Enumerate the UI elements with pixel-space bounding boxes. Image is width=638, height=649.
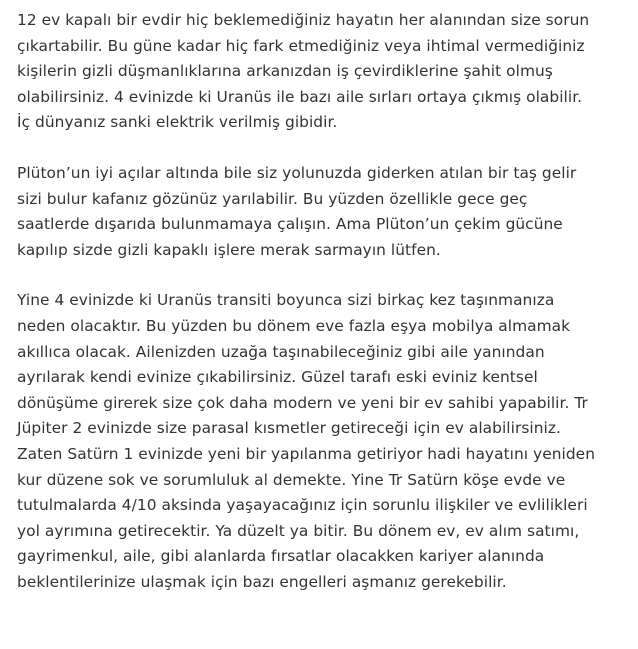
paragraph-1 bbox=[17, 8, 628, 136]
text-line: Plüton’un iyi açılar altında bile siz yolunuzda giderken atılan bir taş gelir bbox=[17, 163, 577, 182]
text-line: yol ayrımına getirecektir. Ya düzelt ya bitir. Bu dönem ev, ev alım satımı, bbox=[17, 521, 580, 540]
text-line: dönüşüme girerek size çok daha modern ve yeni bir ev sahibi yapabilir. Tr bbox=[17, 393, 588, 412]
text-line: Yine 4 evinizde ki Uranüs transiti boyunca sizi birkaç kez taşınmanıza bbox=[17, 291, 555, 310]
text-line: kur düzene sok ve sorumluluk al demekte. Yine Tr Satürn köşe evde ve bbox=[17, 470, 566, 489]
text-line: ayrılarak kendi evinize çıkabilirsiniz. Güzel tarafı eski eviniz kentsel bbox=[17, 368, 538, 387]
text-line: kapılıp sizde gizli kapaklı işlere merak sarmayın lütfen. bbox=[17, 240, 441, 259]
text-line: beklentilerinize ulaşmak için bazı engelleri aşmanız gerekebilir. bbox=[17, 572, 507, 591]
text-line: tutulmalarda 4/10 aksinda yaşayacağınız için sorunlu ilişkiler ve evlilikleri bbox=[17, 496, 588, 515]
text-line: İç dünyanız sanki elektrik verilmiş gibidir. bbox=[17, 113, 338, 132]
text-line: gayrimenkul, aile, gibi alanlarda fırsatlar olacakken kariyer alanında bbox=[17, 547, 545, 566]
text-line: 12 ev kapalı bir evdir hiç beklemediğiniz hayatın her alanından size sorun bbox=[17, 11, 590, 29]
text-line: kişilerin gizli düşmanlıklarına arkanızdan iş çevirdiklerine şahit olmuş bbox=[17, 62, 553, 81]
text-line: olabilirsiniz. 4 evinizde ki Uranüs ile bazı aile sırları ortaya çıkmış olabilir. bbox=[17, 87, 583, 106]
text-line: sizi bulur kafanız gözünüz yarılabilir. Bu yüzden özellikle gece geç bbox=[17, 189, 528, 208]
text-line: Jüpiter 2 evinizde size parasal kısmetler getireceği için ev alabilirsiniz. bbox=[17, 419, 561, 438]
text-line: neden olacaktır. Bu yüzden bu dönem eve fazla eşya mobilya almamak bbox=[17, 316, 571, 335]
paragraph-2 bbox=[17, 161, 628, 263]
paragraph-3 bbox=[17, 288, 628, 595]
text-line: akıllıca olacak. Ailenizden uzağa taşınabileceğiniz gibi aile yanından bbox=[17, 342, 545, 361]
text-line: Zaten Satürn 1 evinizde yeni bir yapılanma getiriyor hadi hayatını yeniden bbox=[17, 444, 595, 463]
text-line: çıkartabilir. Bu güne kadar hiç fark etmediğiniz veya ihtimal vermediğiniz bbox=[17, 36, 585, 55]
text-line: saatlerde dışarıda bulunmamaya çalışın. Ama Plüton’un çekim gücüne bbox=[17, 215, 563, 234]
